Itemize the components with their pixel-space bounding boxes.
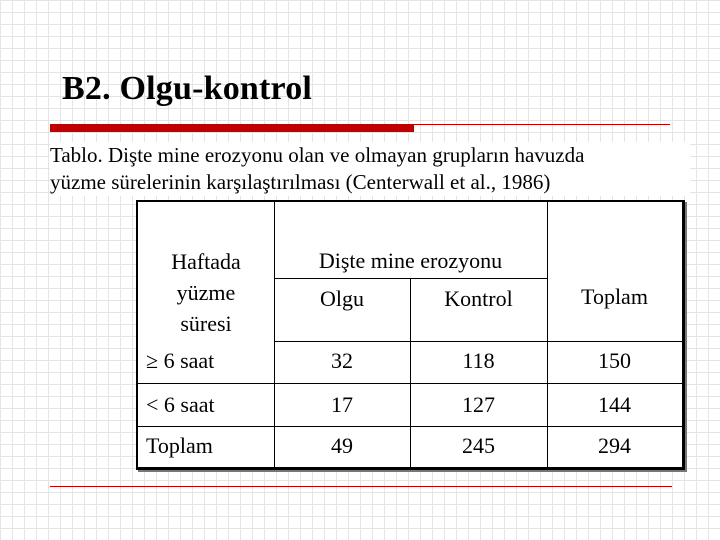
table-cell: 17: [331, 392, 353, 417]
group-header: Dişte mine erozyonu: [318, 248, 503, 273]
table-cell: 127: [462, 392, 495, 417]
caption-line-2: yüzme sürelerinin karşılaştırılması (Centerwall et al., 1986): [50, 170, 551, 194]
table-caption: [50, 142, 690, 196]
caption-line-1: Tablo. Dişte mine erozyonu olan ve olmayan grupların havuzda: [50, 143, 585, 167]
data-table: [136, 200, 685, 470]
grid-line: [274, 341, 682, 342]
column-header-olgu: Olgu: [320, 286, 364, 311]
bottom-rule: [50, 486, 672, 487]
grid-line: [274, 202, 275, 467]
title-underline-rule: [414, 124, 670, 125]
row-label: Toplam: [146, 433, 213, 458]
table-cell: 49: [331, 433, 353, 458]
row-header-label: [138, 246, 274, 339]
grid-line: [138, 426, 682, 427]
row-label: ≥ 6 saat: [146, 348, 215, 373]
row-header-line-3: süresi: [180, 311, 232, 336]
table-cell: 150: [598, 348, 631, 373]
grid-line: [547, 202, 548, 467]
title-underline-accent: [50, 124, 414, 132]
table-cell: 294: [598, 433, 631, 458]
table-cell: 144: [598, 392, 631, 417]
table-cell: 118: [462, 348, 495, 373]
table-cell: 245: [462, 433, 495, 458]
column-header-kontrol: Kontrol: [444, 286, 513, 311]
table-cell: 32: [331, 348, 353, 373]
grid-line: [138, 383, 682, 384]
row-header-line-2: yüzme: [176, 280, 236, 305]
slide-title: B2. Olgu-kontrol: [62, 70, 313, 107]
row-header-line-1: Haftada: [171, 249, 241, 274]
row-label: < 6 saat: [146, 392, 215, 417]
grid-line: [274, 278, 547, 279]
column-header-toplam: Toplam: [581, 284, 648, 309]
